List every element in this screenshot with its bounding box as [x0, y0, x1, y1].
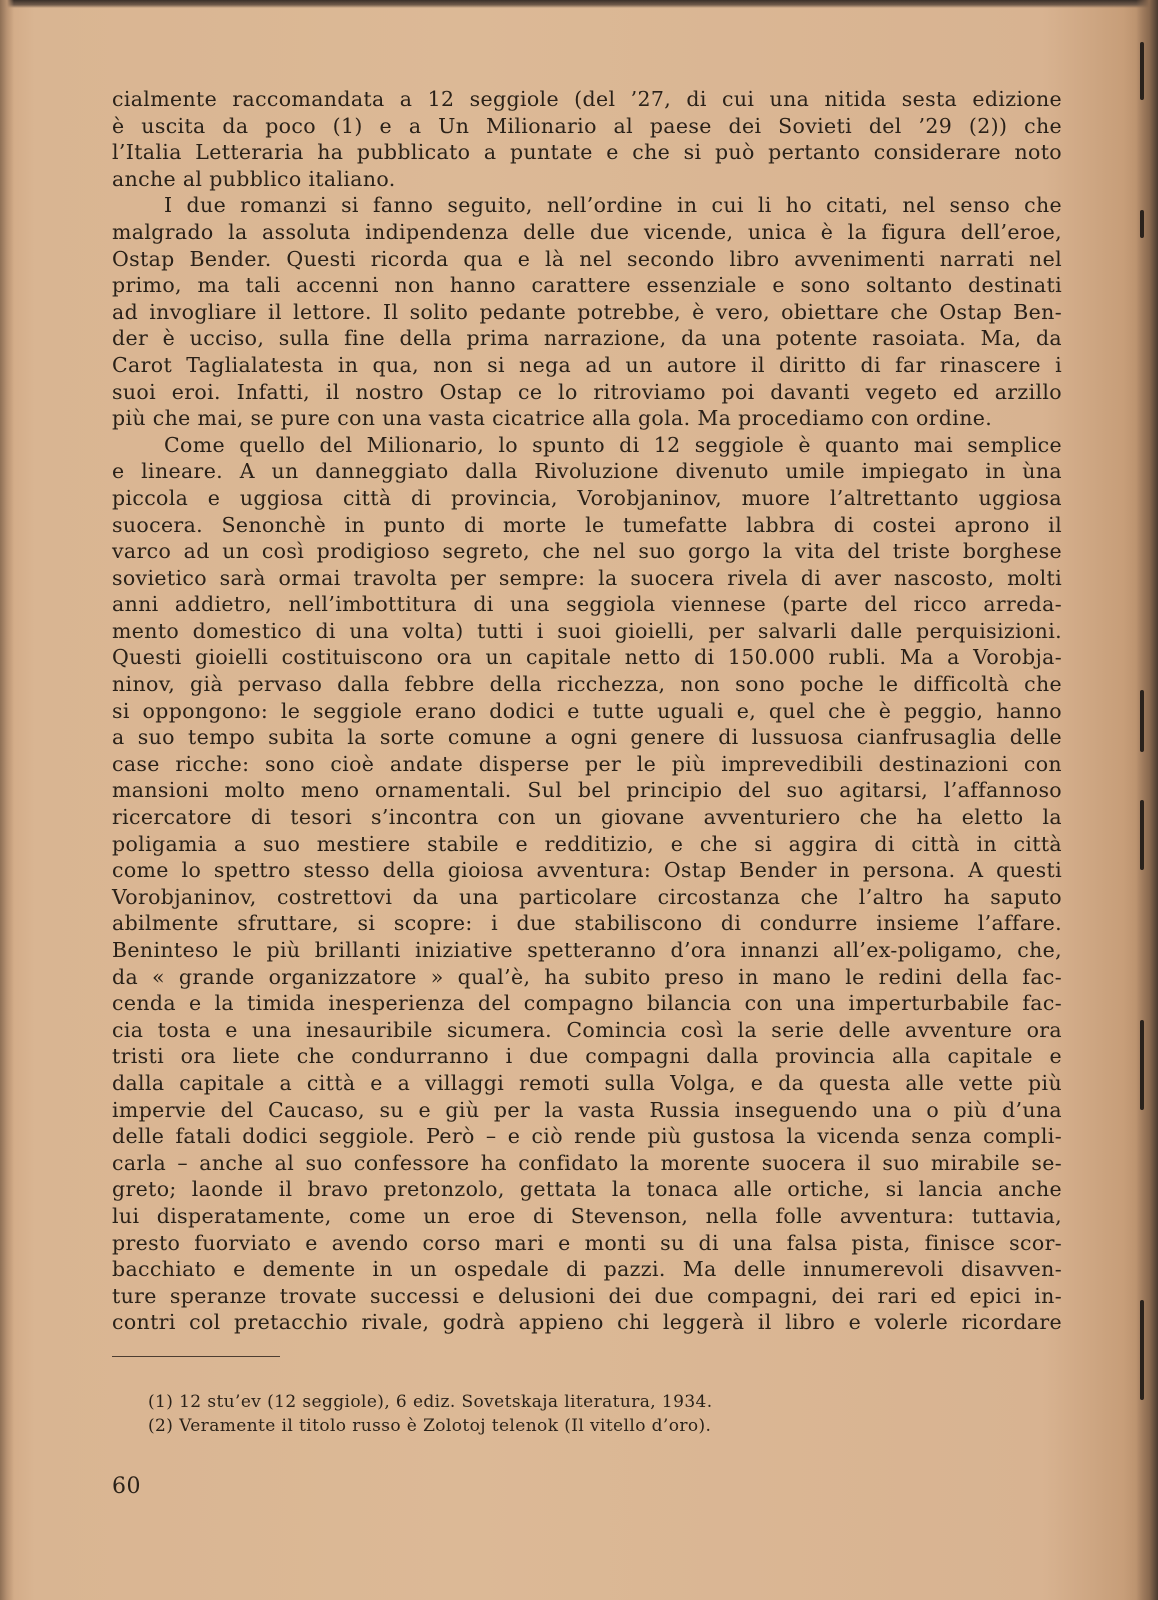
text-line: anche al pubblico italiano. — [112, 166, 396, 191]
text-line: da « grande organizzatore » qual’è, ha subito preso in mano le redini della fac- — [112, 964, 1062, 989]
right-edge-mark — [1140, 42, 1144, 100]
footnotes — [148, 1390, 908, 1438]
text-line: presto fuorviato e avendo corso mari e monti su di una falsa pista, finisce scor- — [112, 1230, 1062, 1255]
text-line: Come quello del Milionario, lo spunto di 12 seggiole è quanto mai semplice — [164, 432, 1062, 457]
text-line: mansioni molto meno ornamentali. Sul bel principio del suo agitarsi, l’affannoso — [112, 778, 1062, 803]
footnote-2: (2) Veramente il titolo russo è Zolotoj telenok (Il vitello d’oro). — [148, 1416, 712, 1436]
body-text — [112, 86, 1062, 1336]
text-line: greto; laonde il bravo pretonzolo, gettata la tonaca alle ortiche, si lancia anche — [112, 1177, 1062, 1202]
text-line: ture speranze trovate successi e delusioni dei due compagni, dei rari ed epici in- — [112, 1283, 1062, 1308]
text-line: der è ucciso, sulla fine della prima narrazione, da una potente rasoiata. Ma, da — [112, 326, 1062, 351]
text-line: piccola e uggiosa città di provincia, Vorobjaninov, muore l’altrettanto uggiosa — [112, 485, 1062, 510]
text-line: mento domestico di una volta) tutti i suoi gioielli, per salvarli dalle perquisizioni. — [112, 618, 1062, 643]
text-line: Vorobjaninov, costrettovi da una particolare circostanza che l’altro ha saputo — [112, 884, 1062, 909]
text-line: cia tosta e una inesauribile sicumera. Comincia così la serie delle avventure ora — [112, 1017, 1062, 1042]
right-edge-mark — [1140, 1300, 1144, 1400]
page-top-shadow — [0, 0, 1158, 8]
text-line: sovietico sarà ormai travolta per sempre: la suocera rivela di aver nascosto, molti — [112, 565, 1062, 590]
right-edge-mark — [1140, 1020, 1144, 1110]
text-line: case ricche: sono cioè andate disperse per le più imprevedibili destinazioni con — [112, 751, 1062, 776]
text-line: I due romanzi si fanno seguito, nell’ordine in cui li ho citati, nel senso che — [164, 193, 1062, 218]
text-line: poligamia a suo mestiere stabile e redditizio, e che si aggira di città in città — [112, 831, 1062, 856]
text-line: cenda e la timida inesperienza del compagno bilancia con una imperturbabile fac- — [112, 991, 1062, 1016]
text-line: tristi ora liete che condurranno i due compagni dalla provincia alla capitale e — [112, 1044, 1062, 1069]
text-line: è uscita da poco (1) e a Un Milionario al paese dei Sovieti del ’29 (2)) che — [112, 113, 1062, 138]
text-line: più che mai, se pure con una vasta cicatrice alla gola. Ma procediamo con ordine. — [112, 406, 993, 431]
text-line: a suo tempo subita la sorte comune a ogni genere di lussuosa cianfrusaglia delle — [112, 725, 1062, 750]
text-line: dalla capitale a città e a villaggi remoti sulla Volga, e da questa alle vette più — [112, 1070, 1062, 1095]
text-line: bacchiato e demente in un ospedale di pazzi. Ma delle innumerevoli disavven- — [112, 1257, 1062, 1282]
text-line: ad invogliare il lettore. Il solito pedante potrebbe, è vero, obiettare che Ostap Ben- — [112, 299, 1062, 324]
text-line: delle fatali dodici seggiole. Però – e ciò rende più gustosa la vicenda senza compli- — [112, 1124, 1062, 1149]
text-line: primo, ma tali accenni non hanno carattere essenziale e sono soltanto destinati — [112, 273, 1062, 298]
text-line: ninov, già pervaso dalla febbre della ricchezza, non sono poche le difficoltà che — [112, 672, 1062, 697]
text-line: suocera. Senonchè in punto di morte le tumefatte labbra di costei aprono il — [112, 512, 1062, 537]
text-line: lui disperatamente, come un eroe di Stevenson, nella folle avventura: tuttavia, — [112, 1203, 1062, 1228]
text-line: si oppongono: le seggiole erano dodici e tutte uguali e, quel che è peggio, hanno — [112, 698, 1062, 723]
page-number: 60 — [112, 1474, 141, 1499]
text-line: contri col pretacchio rivale, godrà appieno chi leggerà il libro e volerle ricordare — [112, 1310, 1062, 1335]
text-line: abilmente sfruttare, si scopre: i due stabiliscono di condurre insieme l’affare. — [112, 911, 1062, 936]
right-edge-mark — [1140, 800, 1144, 870]
right-edge-mark — [1140, 210, 1144, 238]
text-line: Beninteso le più brillanti iniziative spetteranno d’ora innanzi all’ex-poligamo, che, — [112, 938, 1062, 962]
footnote-separator — [112, 1356, 280, 1357]
text-line: varco ad un così prodigioso segreto, che nel suo gorgo la vita del triste borghese — [112, 539, 1062, 564]
text-line: l’Italia Letteraria ha pubblicato a puntate e che si può pertanto considerare noto — [112, 140, 1062, 165]
text-line: ricercatore di tesori s’incontra con un giovane avventuriero che ha eletto la — [112, 805, 1062, 830]
text-line: suoi eroi. Infatti, il nostro Ostap ce lo ritroviamo poi davanti vegeto ed arzillo — [112, 379, 1062, 404]
text-line: anni addietro, nell’imbottitura di una seggiola viennese (parte del ricco arreda- — [112, 592, 1062, 617]
text-line: carla – anche al suo confessore ha confidato la morente suocera il suo mirabile se- — [112, 1150, 1062, 1175]
page-left-binding-shadow — [0, 0, 14, 1600]
text-line: malgrado la assoluta indipendenza delle due vicende, unica è la figura dell’eroe, — [112, 219, 1062, 244]
footnote-1: (1) 12 stu’ev (12 seggiole), 6 ediz. Sovetskaja literatura, 1934. — [148, 1392, 713, 1412]
text-line: Ostap Bender. Questi ricorda qua e là nel secondo libro avvenimenti narrati nel — [112, 246, 1062, 271]
text-line: cialmente raccomandata a 12 seggiole (del ’27, di cui una nitida sesta edizione — [112, 87, 1062, 111]
text-line: impervie del Caucaso, su e giù per la vasta Russia inseguendo una o più d’una — [112, 1097, 1062, 1122]
text-line: Questi gioielli costituiscono ora un capitale netto di 150.000 rubli. Ma a Vorobja- — [112, 645, 1062, 670]
text-line: e lineare. A un danneggiato dalla Rivoluzione divenuto umile impiegato in ùna — [112, 459, 1062, 484]
text-line: Carot Taglialatesta in qua, non si nega ad un autore il diritto di far rinascere i — [112, 352, 1062, 377]
right-edge-mark — [1140, 690, 1144, 752]
text-line: come lo spettro stesso della gioiosa avventura: Ostap Bender in persona. A questi — [112, 858, 1062, 883]
